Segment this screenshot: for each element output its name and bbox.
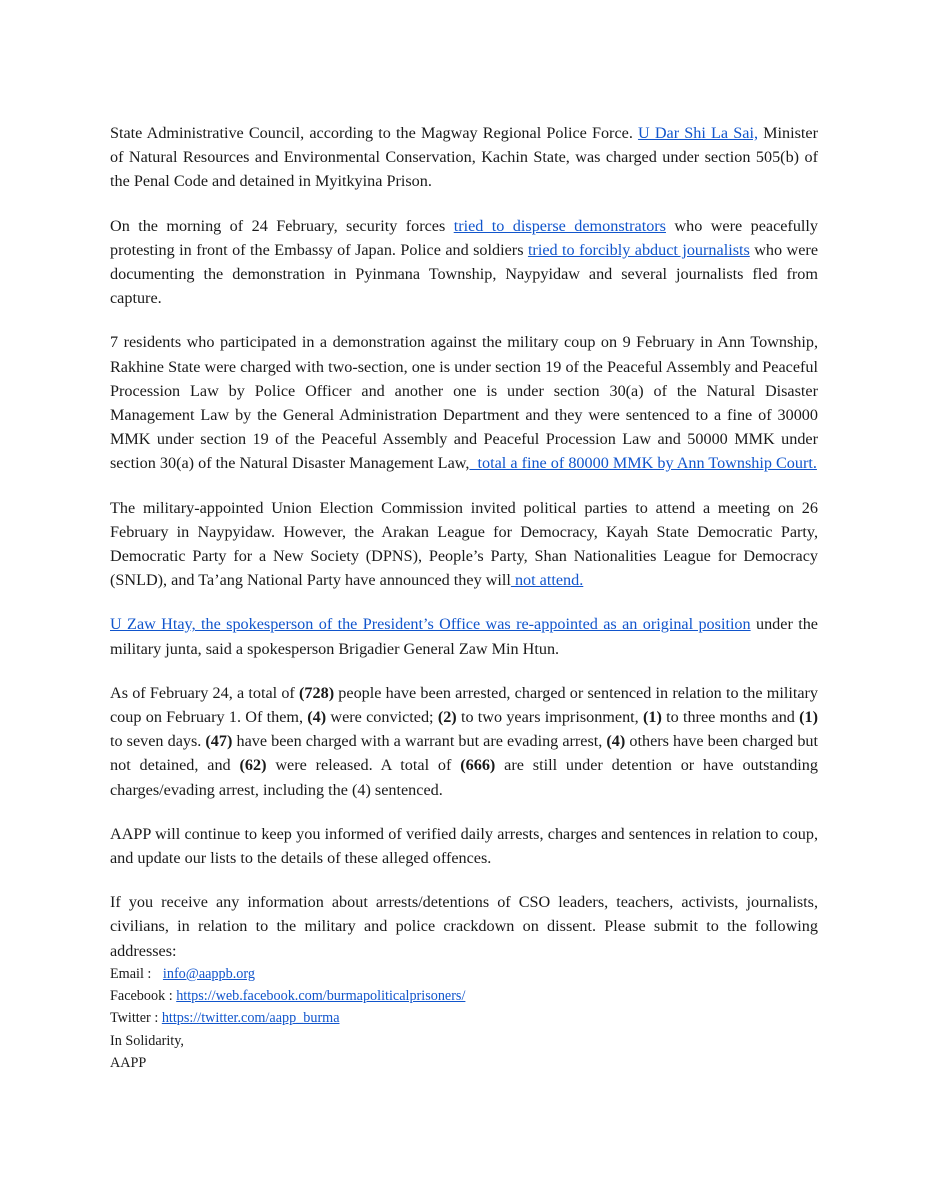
facebook-line — [110, 985, 818, 1007]
paragraph-text: to seven days. — [110, 732, 206, 751]
closing-line: In Solidarity, — [110, 1032, 184, 1049]
inline-link[interactable]: tried to forcibly abduct journalists — [527, 240, 750, 259]
signature-line: AAPP — [110, 1054, 147, 1071]
paragraph-aapp-updates — [110, 822, 818, 870]
bold-figure: (1) — [799, 708, 819, 727]
paragraph-text: were convicted; — [326, 708, 438, 727]
bold-figure: (2) — [437, 708, 457, 727]
paragraph-text: others have been charged but not detained, and — [110, 732, 819, 775]
paragraph-text: 7 residents who participated in a demonstration against the military coup on 9 February in Ann Township, Rakhine State were charged with two-section, one is under section 19 of the Peaceful Assembly and Peaceful Procession Law by Police Officer and another one is under section 30(a) of the Natural Disaster Management Law by the General Administration Department and they were sentenced to a fine of 30000 MMK under section 19 of the Peaceful Assembly and Peaceful Procession Law and 50000 MMK under section 30(a) of the Natural Disaster Management Law, — [110, 333, 818, 473]
inline-link[interactable]: tried to disperse demonstrators — [453, 216, 666, 235]
inline-link[interactable]: U Dar Shi La Sai, — [638, 124, 758, 142]
paragraph-text: are still under detention or have outstanding charges/evading arrest, including the (4) sentenced. — [110, 756, 818, 799]
bold-figure: (1) — [642, 708, 662, 727]
paragraph-text: under the military junta, said a spokesperson Brigadier General Zaw Min Htun. — [110, 615, 818, 658]
paragraph-submit-information — [110, 890, 818, 963]
bold-figure: (4) — [307, 708, 327, 727]
paragraph-text: were released. A total of — [266, 756, 461, 775]
paragraph-council-charges — [110, 121, 818, 194]
paragraph-arrest-statistics — [110, 681, 818, 802]
paragraph-text: State Administrative Council, according to the Magway Regional Police Force. — [110, 124, 639, 142]
bold-figure: (47) — [205, 732, 233, 751]
email-line — [110, 963, 818, 985]
paragraph-text: The military-appointed Union Election Commission invited political parties to attend a meeting on 26 February in Naypyidaw. However, the Arakan League for Democracy, Kayah State Democratic Party, Democratic Party for a New Society (DPNS), People’s Party, Shan Nationalities League for Democracy (SNLD), and Ta’ang National Party have announced they will — [110, 498, 818, 590]
email-label: Email : — [110, 965, 152, 982]
twitter-label: Twitter : — [110, 1010, 159, 1027]
paragraph-text: If you receive any information about arrests/detentions of CSO leaders, teachers, activists, journalists, civilians, in relation to the military and police crackdown on dissent. Please submit to the following addresses: — [110, 893, 818, 960]
paragraph-ann-township-sentence — [110, 330, 818, 475]
paragraph-text: AAPP will continue to keep you informed of verified daily arrests, charges and sentences in relation to coup, and update our lists to the details of these alleged offences. — [110, 824, 818, 868]
inline-link[interactable]: total a fine of 80000 MMK by Ann Township Court. — [469, 454, 817, 473]
inline-link[interactable]: not attend. — [510, 571, 584, 590]
twitter-link[interactable]: https://twitter.com/aapp_burma — [161, 1010, 340, 1027]
paragraph-text: Minister of Natural Resources and Environmental Conservation, Kachin State, was charged under section 505(b) of the Penal Code and detained in Myitkyina Prison. — [110, 124, 819, 191]
paragraph-zaw-htay — [110, 612, 818, 660]
twitter-line — [110, 1007, 818, 1029]
bold-figure: (4) — [606, 732, 626, 751]
paragraph-election-commission — [110, 496, 818, 593]
paragraph-text: who were peacefully protesting in front of the Embassy of Japan. Police and soldiers — [110, 216, 819, 259]
bold-figure: (62) — [239, 756, 267, 775]
contact-block — [110, 963, 818, 1074]
facebook-link[interactable]: https://web.facebook.com/burmapoliticalprisoners/ — [176, 988, 466, 1005]
bold-figure: (728) — [299, 683, 335, 702]
paragraph-embassy-demonstration — [110, 214, 818, 311]
bold-figure: (666) — [460, 756, 496, 775]
paragraph-text: to three months and — [661, 708, 800, 727]
paragraph-text: people have been arrested, charged or sentenced in relation to the military coup on February 1. Of them, — [110, 683, 818, 727]
paragraph-text: to two years imprisonment, — [456, 708, 643, 727]
email-link[interactable]: info@aappb.org — [162, 965, 255, 982]
paragraph-text: who were documenting the demonstration in Pyinmana Township, Naypyidaw and several journalists fled from capture. — [110, 240, 819, 308]
facebook-label: Facebook : — [110, 988, 173, 1005]
inline-link[interactable]: U Zaw Htay, the spokesperson of the President’s Office was re-appointed as an original position — [110, 615, 751, 634]
paragraph-text: As of February 24, a total of — [110, 683, 300, 702]
document-body — [110, 121, 818, 1074]
paragraph-text: have been charged with a warrant but are evading arrest, — [232, 732, 607, 751]
paragraph-text: On the morning of 24 February, security forces — [110, 216, 454, 235]
